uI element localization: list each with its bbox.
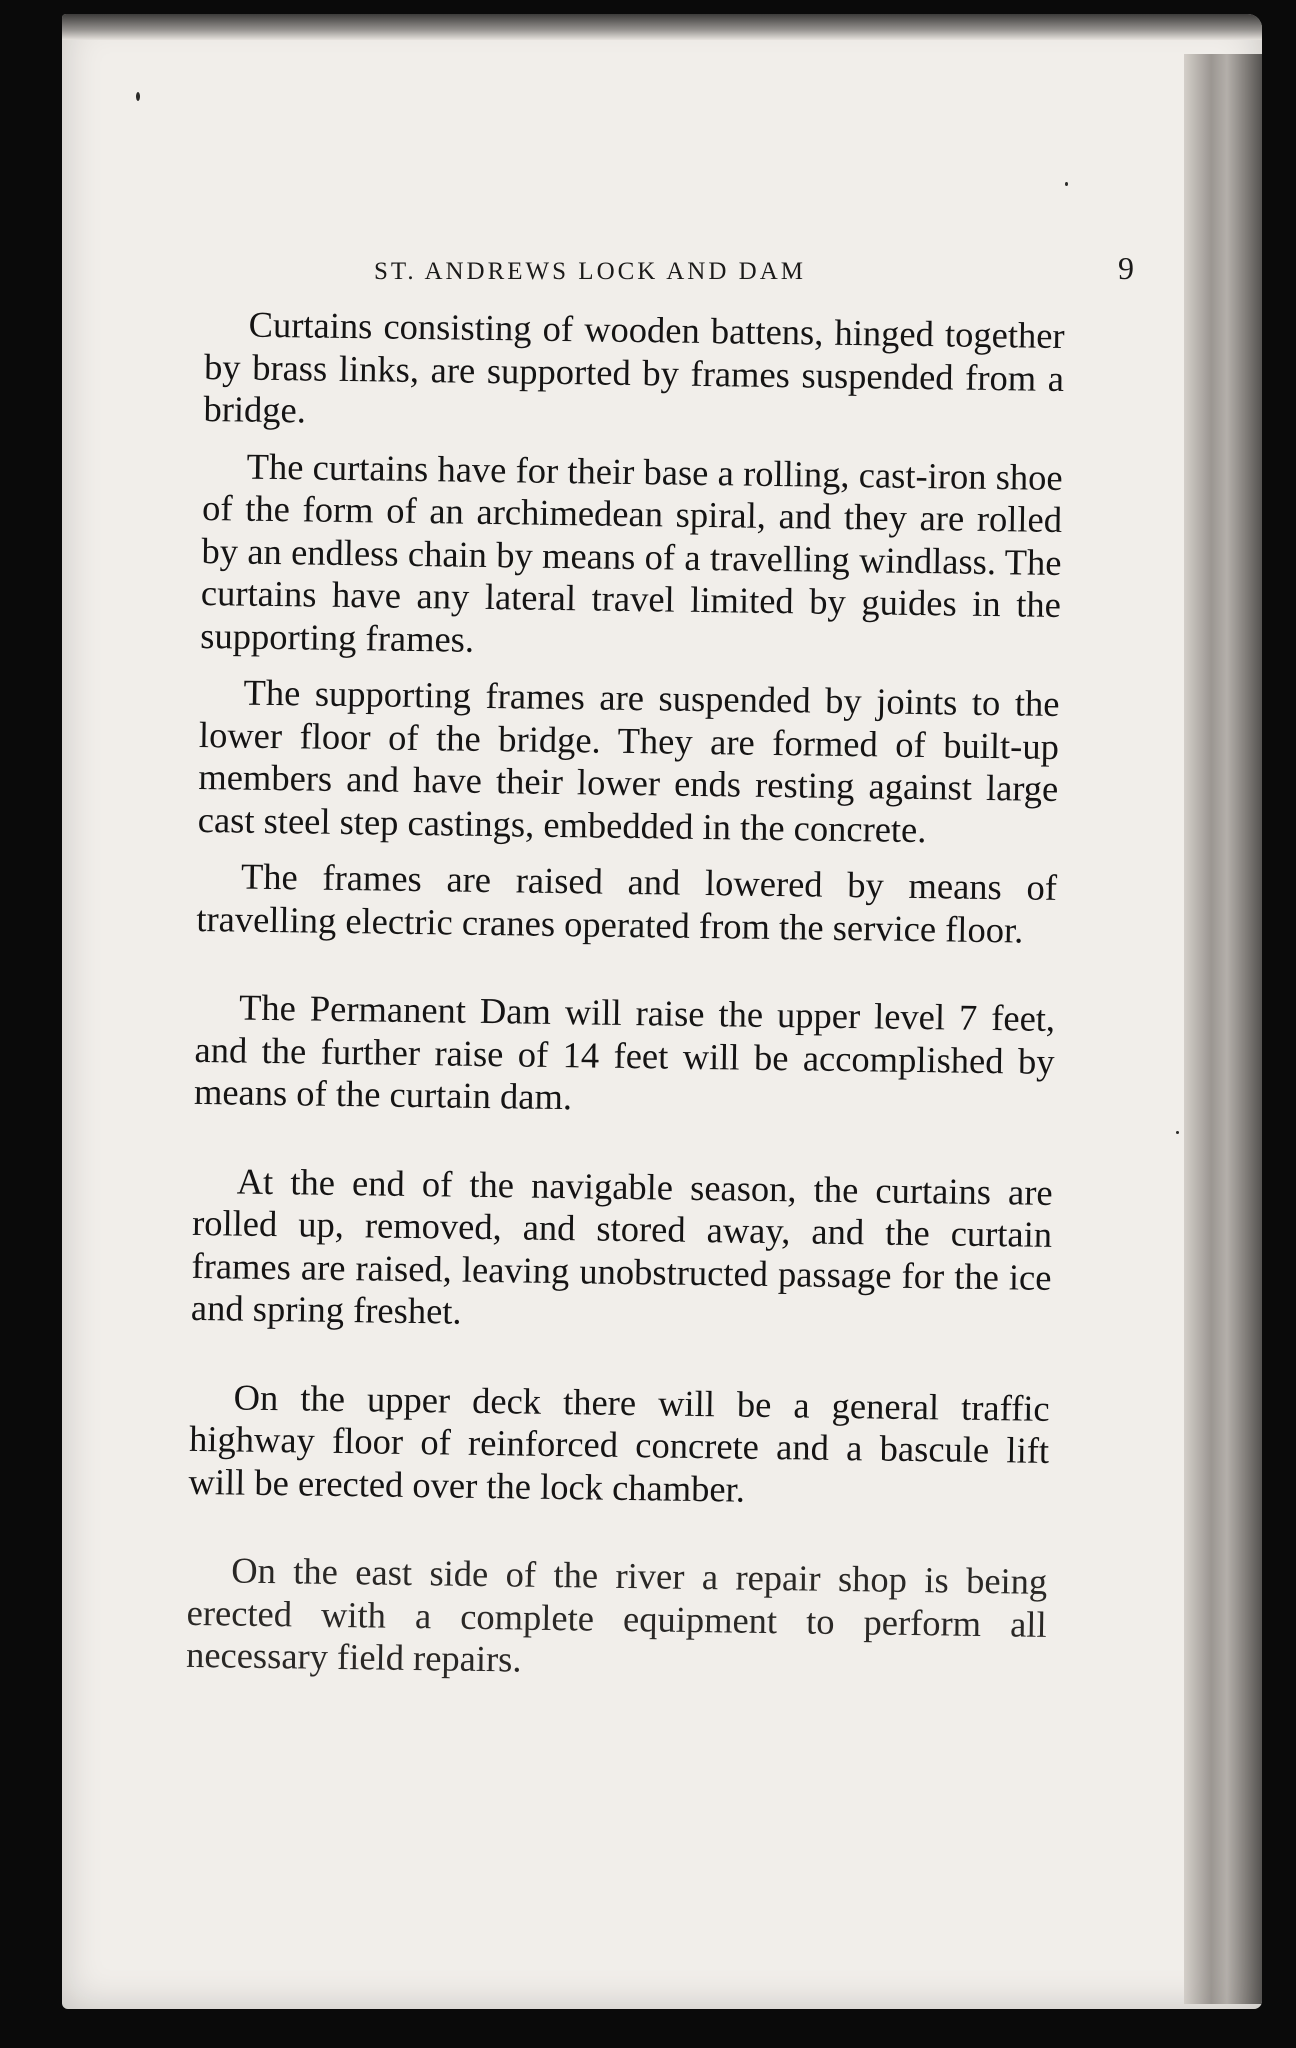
paragraph-curtains: Curtains consisting of wooden battens, hinged together by brass links, are supported by frames suspended from a bridge. (203, 303, 1065, 431)
dust-speck (1176, 1131, 1179, 1134)
paragraph-navigable-season: At the end of the navigable season, the curtains are rolled up, removed, and stored away, and the curtain frames are raised, leaving unobstructed passage for the ice and spring freshet. (190, 1160, 1053, 1332)
body-text (186, 303, 1065, 1702)
dust-speck (136, 92, 140, 101)
page-header (374, 250, 1134, 290)
paragraph-permanent-dam: The Permanent Dam will raise the upper level 7 feet, and the further raise of 14 feet will be accomplished by means of the curtain dam. (193, 986, 1056, 1118)
running-head: ST. ANDREWS LOCK AND DAM (374, 258, 806, 285)
paragraph-curtain-base: The curtains have for their base a rolling, cast-iron shoe of the form of an archimedean spiral, and they are rolled by an endless chain by means of a travelling windlass. The curtains have any lateral travel limited by guides in the supporting frames. (200, 445, 1063, 660)
paragraph-supporting-frames: The supporting frames are suspended by joints to the lower floor of the bridge. They are formed of built-up members and have their lower ends resting against large cast steel step castings, embedded in the concrete. (197, 671, 1060, 850)
paragraph-repair-shop: On the east side of the river a repair shop is being erected with a complete equipment to perform all necessary field repairs. (185, 1549, 1048, 1680)
page-number: 9 (1118, 250, 1134, 286)
page-top-shadow (62, 14, 1262, 40)
paragraph-frames-raised: The frames are raised and lowered by means of travelling electric cranes operated from the service floor. (196, 855, 1058, 950)
page-fore-edge (1184, 54, 1262, 2004)
paragraph-upper-deck: On the upper deck there will be a general traffic highway floor of reinforced concrete and a bascule lift will be erected over the lock chamber. (188, 1376, 1050, 1510)
dust-speck (1065, 182, 1068, 186)
